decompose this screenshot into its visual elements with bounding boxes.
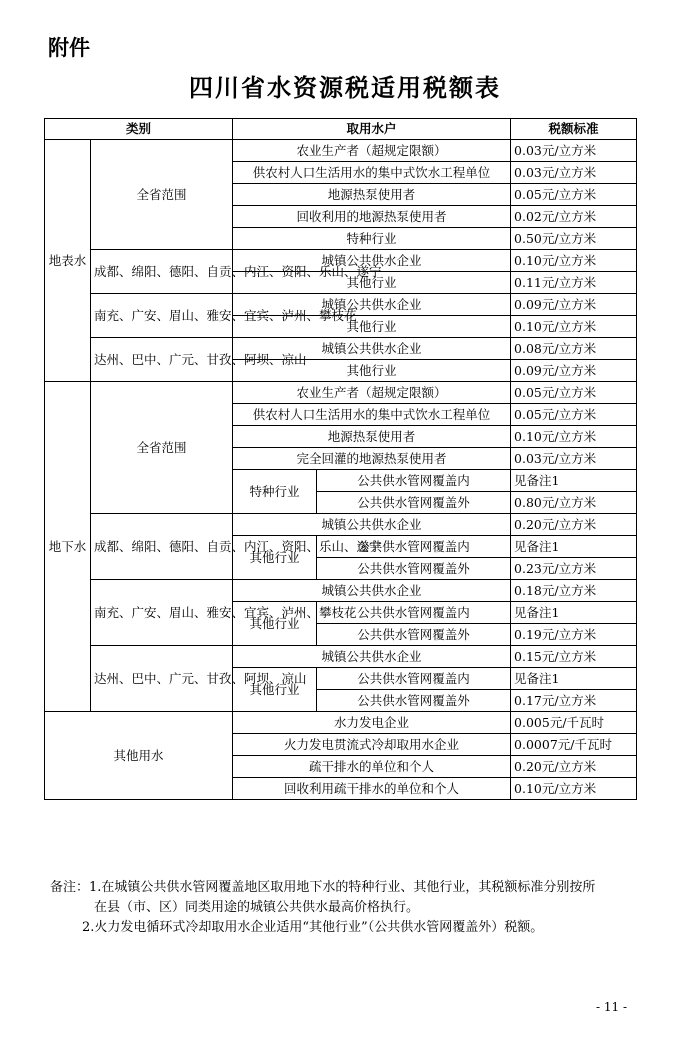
user-cell: 农业生产者（超规定限额） [233, 382, 511, 404]
category-surface-water: 地表水 [45, 140, 91, 382]
rate-cell: 0.10元/立方米 [511, 250, 637, 272]
table-row [45, 382, 637, 404]
rate-cell: 0.23元/立方米 [511, 558, 637, 580]
page-title: 四川省水资源税适用税额表 [189, 74, 501, 102]
rate-cell: 见备注1 [511, 602, 637, 624]
attachment-label: 附件 [48, 36, 90, 60]
user-cell: 其他行业 [233, 360, 511, 382]
note-line-3: 2.火力发电循环式冷却取用水企业适用“其他行业”（公共供水管网覆盖外）税额。 [82, 920, 544, 935]
rate-cell: 0.08元/立方米 [511, 338, 637, 360]
region-cell: 成都、绵阳、德阳、自贡、内江、资阳、乐山、遂宁 [91, 250, 233, 294]
rate-cell: 0.10元/立方米 [511, 778, 637, 800]
table-row [45, 250, 637, 272]
user-cell: 完全回灌的地源热泵使用者 [233, 448, 511, 470]
rate-cell: 0.50元/立方米 [511, 228, 637, 250]
category-other-water: 其他用水 [45, 712, 233, 800]
user-cell: 地源热泵使用者 [233, 426, 511, 448]
rate-cell: 0.09元/立方米 [511, 294, 637, 316]
user-cell: 供农村人口生活用水的集中式饮水工程单位 [233, 404, 511, 426]
tax-rate-table [44, 118, 637, 800]
table-row [45, 140, 637, 162]
table-row [45, 712, 637, 734]
header-category: 类别 [45, 119, 233, 140]
user-cell: 城镇公共供水企业 [233, 250, 511, 272]
page-number: - 11 - [596, 1000, 628, 1014]
rate-cell: 0.03元/立方米 [511, 140, 637, 162]
user-cell: 公共供水管网覆盖外 [317, 558, 511, 580]
user-cell: 城镇公共供水企业 [233, 294, 511, 316]
table-row [45, 294, 637, 316]
rate-cell: 0.05元/立方米 [511, 382, 637, 404]
rate-cell: 0.18元/立方米 [511, 580, 637, 602]
sub-category-cell: 特种行业 [233, 470, 317, 514]
user-cell: 公共供水管网覆盖内 [317, 602, 511, 624]
rate-cell: 0.17元/立方米 [511, 690, 637, 712]
user-cell: 公共供水管网覆盖内 [317, 470, 511, 492]
notes-section [50, 878, 650, 938]
table-row [45, 646, 637, 668]
rate-cell: 见备注1 [511, 470, 637, 492]
user-cell: 其他行业 [233, 272, 511, 294]
region-cell: 南充、广安、眉山、雅安、宜宾、泸州、攀枝花 [91, 294, 233, 338]
category-groundwater: 地下水 [45, 382, 91, 712]
user-cell: 公共供水管网覆盖内 [317, 536, 511, 558]
rate-cell: 0.10元/立方米 [511, 316, 637, 338]
user-cell: 公共供水管网覆盖外 [317, 492, 511, 514]
region-cell: 达州、巴中、广元、甘孜、阿坝、凉山 [91, 646, 233, 712]
region-cell: 南充、广安、眉山、雅安、宜宾、泸州、攀枝花 [91, 580, 233, 646]
rate-cell: 0.005元/千瓦时 [511, 712, 637, 734]
region-cell: 全省范围 [91, 140, 233, 250]
user-cell: 公共供水管网覆盖外 [317, 624, 511, 646]
rate-cell: 0.03元/立方米 [511, 162, 637, 184]
table-row [45, 514, 637, 536]
user-cell: 地源热泵使用者 [233, 184, 511, 206]
rate-cell: 0.15元/立方米 [511, 646, 637, 668]
rate-cell: 0.20元/立方米 [511, 756, 637, 778]
user-cell: 城镇公共供水企业 [233, 338, 511, 360]
user-cell: 供农村人口生活用水的集中式饮水工程单位 [233, 162, 511, 184]
user-cell: 城镇公共供水企业 [233, 514, 511, 536]
note-line-1: 备注：1.在城镇公共供水管网覆盖地区取用地下水的特种行业、其他行业，其税额标准分别按所 [50, 880, 596, 895]
user-cell: 公共供水管网覆盖内 [317, 668, 511, 690]
user-cell: 回收利用的地源热泵使用者 [233, 206, 511, 228]
user-cell: 火力发电贯流式冷却取用水企业 [233, 734, 511, 756]
sub-category-cell: 其他行业 [233, 602, 317, 646]
user-cell: 回收利用疏干排水的单位和个人 [233, 778, 511, 800]
rate-cell: 0.02元/立方米 [511, 206, 637, 228]
sub-category-cell: 其他行业 [233, 536, 317, 580]
rate-cell: 0.10元/立方米 [511, 426, 637, 448]
region-cell: 成都、绵阳、德阳、自贡、内江、资阳、乐山、遂宁 [91, 514, 233, 580]
rate-cell: 0.19元/立方米 [511, 624, 637, 646]
rate-cell: 0.80元/立方米 [511, 492, 637, 514]
user-cell: 疏干排水的单位和个人 [233, 756, 511, 778]
rate-cell: 0.20元/立方米 [511, 514, 637, 536]
rate-cell: 0.05元/立方米 [511, 404, 637, 426]
table-header-row [45, 119, 637, 140]
table-row [45, 580, 637, 602]
user-cell: 公共供水管网覆盖外 [317, 690, 511, 712]
rate-cell: 0.05元/立方米 [511, 184, 637, 206]
rate-cell: 0.11元/立方米 [511, 272, 637, 294]
rate-cell: 见备注1 [511, 668, 637, 690]
region-cell: 达州、巴中、广元、甘孜、阿坝、凉山 [91, 338, 233, 382]
user-cell: 城镇公共供水企业 [233, 646, 511, 668]
sub-category-cell: 其他行业 [233, 668, 317, 712]
region-cell: 全省范围 [91, 382, 233, 514]
user-cell: 城镇公共供水企业 [233, 580, 511, 602]
rate-cell: 0.09元/立方米 [511, 360, 637, 382]
user-cell: 农业生产者（超规定限额） [233, 140, 511, 162]
rate-cell: 见备注1 [511, 536, 637, 558]
user-cell: 其他行业 [233, 316, 511, 338]
note-line-2: 在县（市、区）同类用途的城镇公共供水最高价格执行。 [94, 900, 420, 915]
rate-cell: 0.03元/立方米 [511, 448, 637, 470]
table-row [45, 338, 637, 360]
rate-cell: 0.0007元/千瓦时 [511, 734, 637, 756]
user-cell: 特种行业 [233, 228, 511, 250]
header-user: 取用水户 [233, 119, 511, 140]
header-rate: 税额标准 [511, 119, 637, 140]
user-cell: 水力发电企业 [233, 712, 511, 734]
